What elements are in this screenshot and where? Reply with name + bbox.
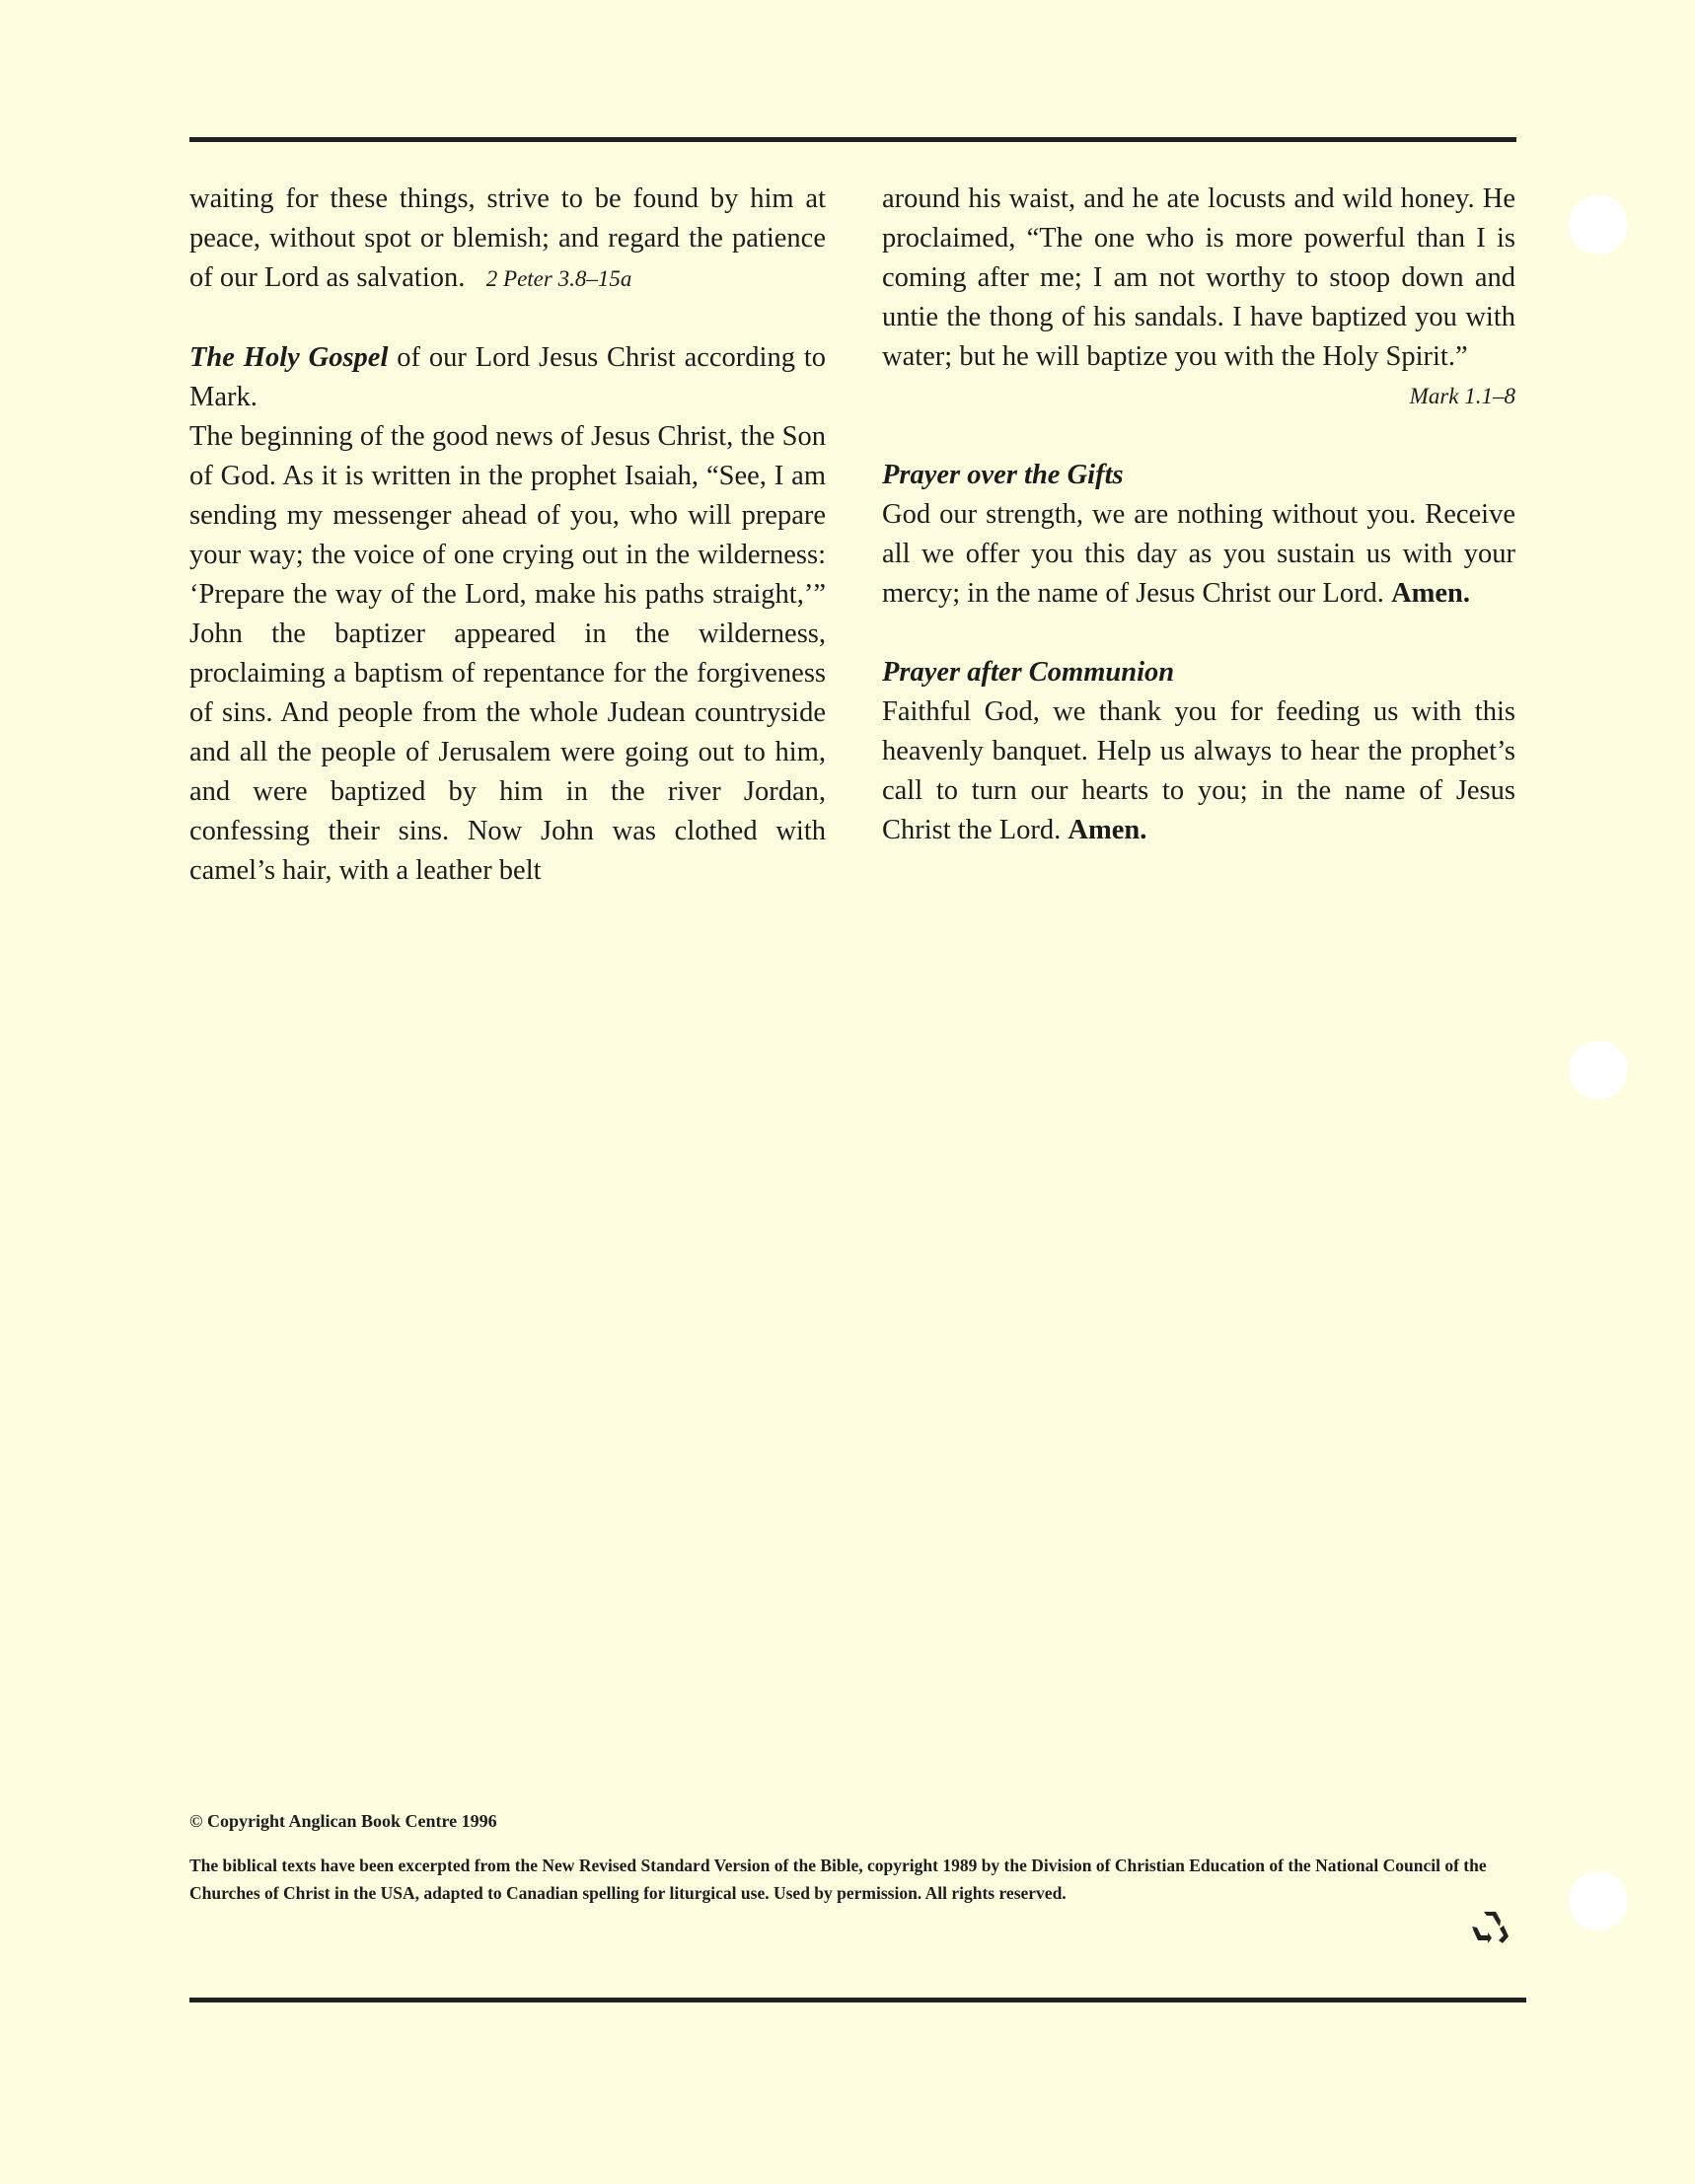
gospel-heading: The Holy Gospel xyxy=(189,342,389,373)
gospel-text: The beginning of the good news of Jesus Christ, the Son of God. As it is written in the prophet Isaiah, “See, I am sending my messenger ahead of you, who will prepare your way; the voice of one crying out in the wilderness: ‘Prepare the way of the Lord, make his paths straight,’” John the baptizer appeared in the wilderness, proclaiming a baptism of repentance for the forgiveness of sins. And people from the whole Judean countryside and all the people of Jerusalem were going out to him, and were baptized by him in the river Jordan, confessing their sins. Now John was clothed with camel’s hair, with a leather belt xyxy=(189,421,826,886)
copyright-notice: © Copyright Anglican Book Centre 1996 xyxy=(189,1811,497,1831)
gifts-prayer-text: God our strength, we are nothing without you. Receive all we offer you this day as you sustain us with your mercy; in the name of Jesus Christ our Lord. xyxy=(882,499,1515,609)
punch-hole-bottom xyxy=(1569,1871,1628,1930)
gospel-intro-text: of our Lord Jesus Christ according to Mark. xyxy=(189,342,826,412)
recycle-icon xyxy=(1468,1906,1511,1949)
communion-prayer xyxy=(882,692,1515,850)
communion-heading: Prayer after Communion xyxy=(882,657,1175,688)
epistle-reference: 2 Peter 3.8–15a xyxy=(485,266,632,291)
gifts-prayer xyxy=(882,495,1515,614)
communion-amen: Amen. xyxy=(1068,815,1147,845)
right-column xyxy=(882,180,1515,850)
gospel-reference: Mark 1.1–8 xyxy=(1409,384,1515,408)
gifts-amen: Amen. xyxy=(1391,578,1471,609)
epistle-ending xyxy=(189,180,826,299)
permission-notice: The biblical texts have been excerpted from the New Revised Standard Version of the Bible, copyright 1989 by the Division of Christian Education of the National Council of the Churches of Christ in the USA, adapted to Canadian spelling for liturgical use. Used by permission. All rights reserved. xyxy=(189,1856,1487,1903)
punch-hole-middle xyxy=(1569,1041,1628,1100)
communion-prayer-text: Faithful God, we thank you for feeding us with this heavenly banquet. Help us always to hear the prophet’s call to turn our hearts to you; in the name of Jesus Christ the Lord. xyxy=(882,696,1515,845)
bottom-rule xyxy=(189,1998,1526,2002)
left-column xyxy=(189,180,826,891)
gifts-heading: Prayer over the Gifts xyxy=(882,460,1124,490)
top-rule xyxy=(189,137,1516,142)
punch-hole-top xyxy=(1569,195,1628,255)
gospel-continued: around his waist, and he ate locusts and wild honey. He proclaimed, “The one who is more powerful than I is coming after me; I am not worthy to stoop down and untie the thong of his sandals. I have baptized you with water; but he will baptize you with the Holy Spirit.” xyxy=(882,183,1515,372)
gospel-intro xyxy=(189,338,826,417)
epistle-text: waiting for these things, strive to be found by him at peace, without spot or blemish; and regard the patience of our Lord as salvation. xyxy=(189,183,826,293)
